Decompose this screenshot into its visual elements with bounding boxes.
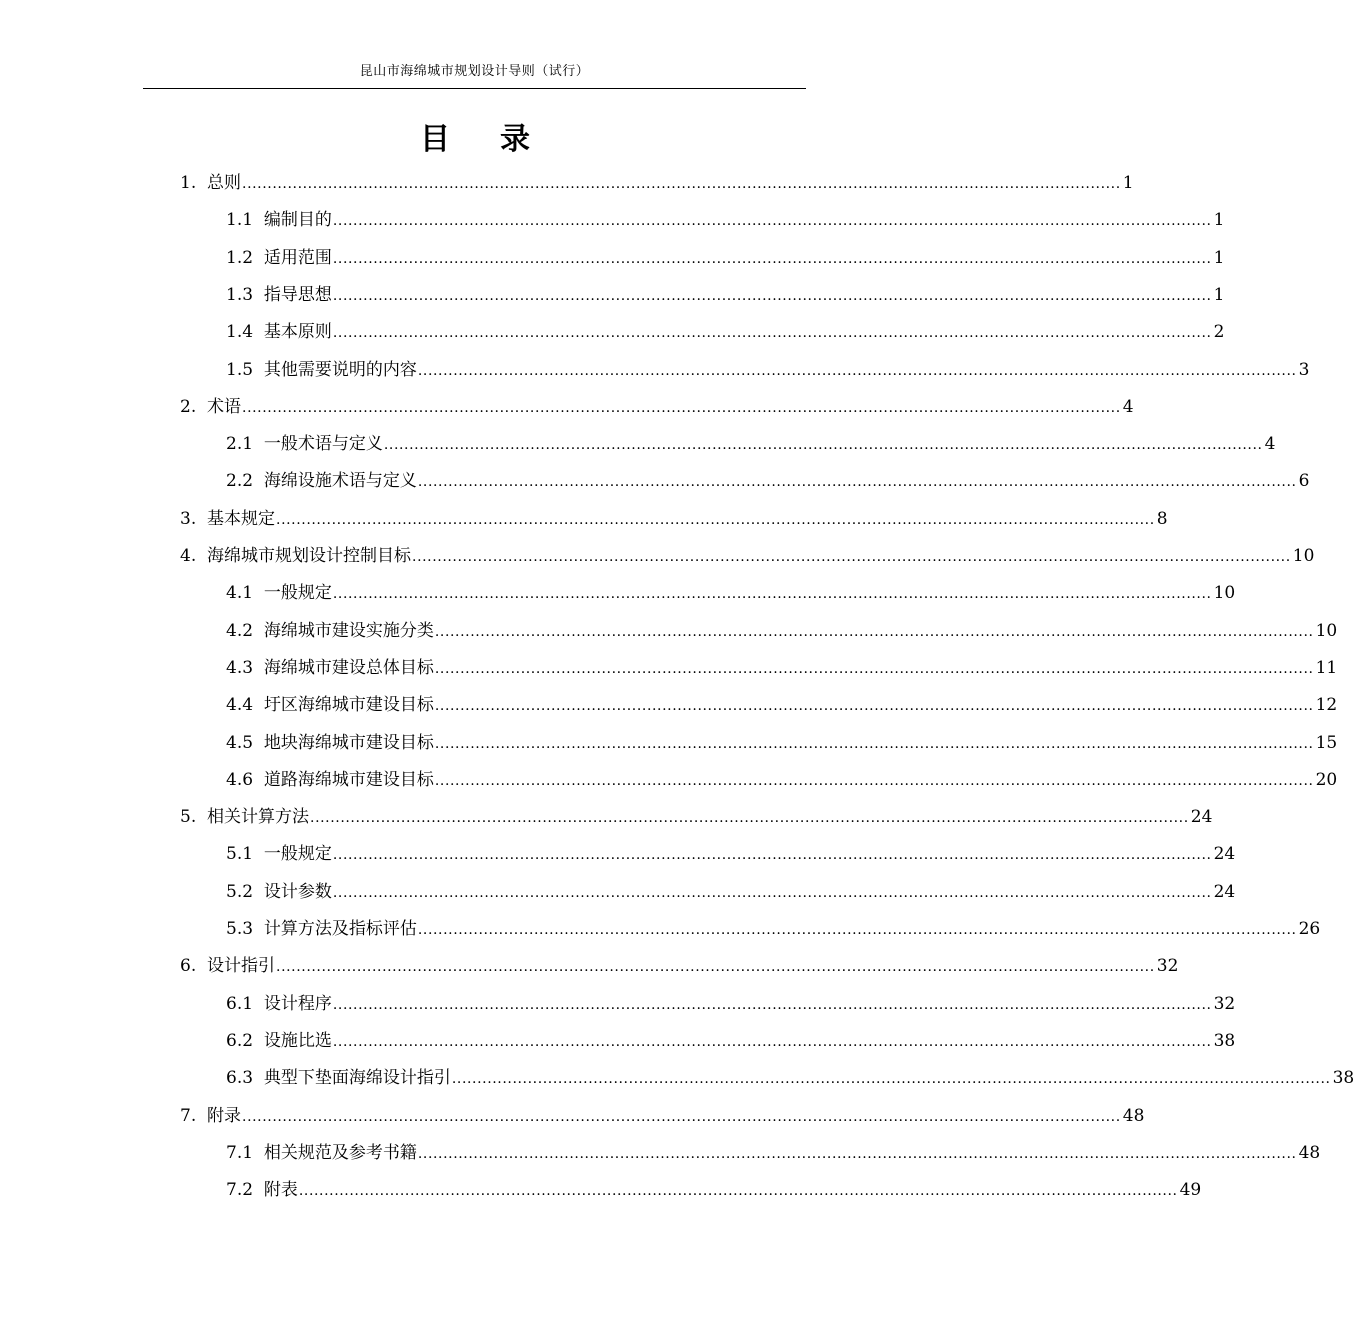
toc-entry-number: 1. bbox=[180, 173, 208, 193]
toc-dot-leader: .............................................................................................................................................................................. bbox=[383, 437, 1263, 454]
toc-page-number: 11 bbox=[1315, 657, 1338, 678]
toc-entry-label: 指导思想 bbox=[263, 284, 332, 305]
toc-entry-number: 2.1 bbox=[226, 434, 264, 455]
toc-section-entry[interactable] bbox=[226, 613, 1338, 650]
toc-chapter-entry[interactable] bbox=[180, 538, 1315, 575]
toc-dot-leader: .............................................................................................................................................................................. bbox=[417, 922, 1297, 938]
toc-entry-label: 编制目的 bbox=[263, 210, 332, 231]
toc-dot-leader: .............................................................................................................................................................................. bbox=[434, 623, 1314, 640]
toc-section-entry[interactable] bbox=[226, 762, 1338, 799]
toc-section-entry[interactable] bbox=[226, 650, 1338, 687]
toc-page-number: 3 bbox=[1298, 359, 1310, 380]
toc-dot-leader: .............................................................................................................................................................................. bbox=[417, 1145, 1297, 1162]
toc-entry-number: 4.3 bbox=[226, 657, 264, 678]
toc-entry-label: 设计指引 bbox=[207, 956, 276, 977]
toc-entry-label: 典型下垫面海绵设计指引 bbox=[263, 1068, 451, 1089]
toc-dot-leader: .............................................................................................................................................................................. bbox=[276, 511, 1155, 528]
toc-dot-leader: .............................................................................................................................................................................. bbox=[276, 959, 1155, 976]
toc-page-number: 1 bbox=[1213, 247, 1225, 268]
toc-section-entry[interactable] bbox=[226, 277, 1225, 314]
toc-entry-label: 其他需要说明的内容 bbox=[263, 359, 417, 380]
toc-dot-leader: .............................................................................................................................................................................. bbox=[434, 772, 1314, 789]
toc-entry-number: 7.1 bbox=[226, 1142, 264, 1163]
toc-dot-leader: .............................................................................................................................................................................. bbox=[332, 996, 1212, 1013]
toc-section-entry[interactable] bbox=[226, 911, 1321, 948]
toc-section-entry[interactable] bbox=[226, 202, 1225, 239]
toc-section-entry[interactable] bbox=[226, 725, 1338, 762]
toc-dot-leader: .............................................................................................................................................................................. bbox=[451, 1071, 1331, 1088]
toc-entry-number: 1.1 bbox=[226, 210, 264, 231]
toc-dot-leader: .............................................................................................................................................................................. bbox=[417, 474, 1297, 491]
toc-dot-leader: .............................................................................................................................................................................. bbox=[332, 287, 1212, 304]
toc-page-number: 1 bbox=[1122, 173, 1134, 193]
toc-page-number: 1 bbox=[1213, 210, 1225, 231]
toc-section-entry[interactable] bbox=[226, 687, 1338, 724]
toc-page-number: 24 bbox=[1190, 807, 1213, 828]
header-divider bbox=[143, 88, 806, 89]
toc-section-entry[interactable] bbox=[226, 240, 1225, 277]
toc-page-number: 4 bbox=[1122, 396, 1134, 417]
toc-entry-number: 5. bbox=[180, 807, 208, 828]
toc-entry-number: 7. bbox=[180, 1105, 208, 1126]
toc-entry-label: 设施比选 bbox=[263, 1030, 332, 1051]
toc-page-number: 8 bbox=[1156, 508, 1168, 529]
toc-page-number: 1 bbox=[1213, 284, 1225, 305]
toc-section-entry[interactable] bbox=[226, 986, 1236, 1023]
toc-page-number: 38 bbox=[1332, 1068, 1354, 1089]
toc-entry-label: 相关计算方法 bbox=[207, 807, 310, 828]
toc-dot-leader: .............................................................................................................................................................................. bbox=[417, 362, 1297, 379]
toc-entry-number: 4.4 bbox=[226, 695, 264, 716]
toc-page-number: 2 bbox=[1213, 322, 1225, 343]
toc-entry-number: 1.2 bbox=[226, 247, 264, 268]
running-header: 昆山市海绵城市规划设计导则（试行） bbox=[359, 64, 590, 79]
toc-entry-label: 海绵城市建设总体目标 bbox=[263, 657, 434, 678]
toc-dot-leader: .............................................................................................................................................................................. bbox=[332, 847, 1212, 864]
toc-dot-leader: .............................................................................................................................................................................. bbox=[332, 250, 1212, 267]
toc-chapter-entry[interactable] bbox=[180, 501, 1168, 538]
toc-entry-number: 4.1 bbox=[226, 583, 264, 604]
toc-section-entry[interactable] bbox=[226, 314, 1225, 351]
toc-chapter-entry[interactable] bbox=[180, 948, 1179, 985]
toc-entry-number: 1.5 bbox=[226, 359, 264, 380]
toc-page-number: 24 bbox=[1213, 881, 1236, 902]
toc-section-entry[interactable] bbox=[226, 352, 1310, 389]
toc-entry-number: 1.4 bbox=[226, 322, 264, 343]
toc-entry-number: 2.2 bbox=[226, 471, 264, 492]
toc-entry-number: 3. bbox=[180, 508, 208, 529]
toc-dot-leader: .............................................................................................................................................................................. bbox=[332, 325, 1212, 342]
toc-entry-label: 计算方法及指标评估 bbox=[263, 919, 417, 939]
toc-entry-label: 圩区海绵城市建设目标 bbox=[263, 695, 434, 716]
toc-page-number: 32 bbox=[1213, 993, 1236, 1014]
toc-entry-number: 5.3 bbox=[226, 919, 264, 939]
toc-section-entry[interactable] bbox=[226, 426, 1276, 463]
toc-page-number: 4 bbox=[1264, 434, 1276, 455]
toc-entry-number: 6. bbox=[180, 956, 208, 977]
toc-entry-label: 基本规定 bbox=[207, 508, 276, 529]
toc-entry-label: 基本原则 bbox=[263, 322, 332, 343]
toc-section-entry[interactable] bbox=[226, 836, 1236, 873]
toc-entry-label: 一般规定 bbox=[263, 844, 332, 865]
toc-dot-leader: .............................................................................................................................................................................. bbox=[298, 1183, 1178, 1200]
toc-chapter-entry[interactable] bbox=[180, 389, 1134, 426]
toc-dot-leader: .............................................................................................................................................................................. bbox=[332, 213, 1212, 230]
toc-page-number: 26 bbox=[1298, 919, 1321, 939]
toc-entry-number: 7.2 bbox=[226, 1180, 264, 1201]
toc-page-number: 49 bbox=[1179, 1180, 1202, 1201]
toc-dot-leader: .............................................................................................................................................................................. bbox=[434, 698, 1314, 715]
toc-title: 目录 bbox=[420, 122, 580, 157]
toc-entry-label: 海绵设施术语与定义 bbox=[263, 471, 417, 492]
toc-entry-number: 4.2 bbox=[226, 620, 264, 641]
toc-dot-leader: .............................................................................................................................................................................. bbox=[332, 586, 1212, 603]
toc-entry-label: 总则 bbox=[207, 173, 242, 193]
toc-entry-label: 设计参数 bbox=[263, 881, 332, 902]
toc-chapter-entry[interactable] bbox=[180, 799, 1213, 836]
toc-page-number: 24 bbox=[1213, 844, 1236, 865]
toc-entry-label: 设计程序 bbox=[263, 993, 332, 1014]
toc-section-entry[interactable] bbox=[226, 1060, 1354, 1097]
toc-entry-label: 适用范围 bbox=[263, 247, 332, 268]
toc-chapter-entry[interactable] bbox=[180, 165, 1134, 202]
toc-dot-leader: .............................................................................................................................................................................. bbox=[242, 1108, 1121, 1125]
toc-entry-number: 5.2 bbox=[226, 881, 264, 902]
toc-section-entry[interactable] bbox=[226, 463, 1310, 500]
toc-entry-number: 6.1 bbox=[226, 993, 264, 1014]
toc-page-number: 10 bbox=[1213, 583, 1236, 604]
toc-page-number: 20 bbox=[1315, 769, 1338, 790]
toc-entry-number: 2. bbox=[180, 396, 208, 417]
toc-chapter-entry[interactable] bbox=[180, 1098, 1145, 1135]
toc-entry-number: 6.3 bbox=[226, 1068, 264, 1089]
toc-dot-leader: .............................................................................................................................................................................. bbox=[310, 810, 1189, 827]
toc-entry-label: 一般规定 bbox=[263, 583, 332, 604]
toc-entry-label: 海绵城市规划设计控制目标 bbox=[207, 546, 412, 566]
toc-entry-number: 1.3 bbox=[226, 284, 264, 305]
toc-dot-leader: .............................................................................................................................................................................. bbox=[242, 176, 1121, 192]
toc-dot-leader: .............................................................................................................................................................................. bbox=[332, 1033, 1212, 1050]
toc-dot-leader: .............................................................................................................................................................................. bbox=[242, 399, 1121, 416]
toc-dot-leader: .............................................................................................................................................................................. bbox=[332, 884, 1212, 901]
toc-section-entry[interactable] bbox=[226, 1023, 1236, 1060]
toc-page-number: 48 bbox=[1122, 1105, 1145, 1126]
toc-page-number: 6 bbox=[1298, 471, 1310, 492]
toc-entry-label: 地块海绵城市建设目标 bbox=[263, 732, 434, 753]
toc-section-entry[interactable] bbox=[226, 1135, 1321, 1172]
toc-entry-label: 附表 bbox=[263, 1180, 298, 1201]
toc-section-entry[interactable] bbox=[226, 874, 1236, 911]
toc-page-number: 10 bbox=[1315, 620, 1338, 641]
toc-page-number: 12 bbox=[1315, 695, 1338, 716]
toc-entry-label: 附录 bbox=[207, 1105, 242, 1126]
toc-entry-number: 4. bbox=[180, 546, 208, 566]
toc-page-number: 32 bbox=[1156, 956, 1179, 977]
toc-dot-leader: .............................................................................................................................................................................. bbox=[434, 660, 1314, 677]
toc-entry-label: 一般术语与定义 bbox=[263, 434, 383, 455]
toc-page-number: 15 bbox=[1315, 732, 1338, 753]
toc-entry-label: 术语 bbox=[207, 396, 242, 417]
toc-entry-number: 4.6 bbox=[226, 769, 264, 790]
toc-page-number: 38 bbox=[1213, 1030, 1236, 1051]
toc-section-entry[interactable] bbox=[226, 575, 1236, 612]
toc-section-entry[interactable] bbox=[226, 1172, 1202, 1209]
toc-entry-number: 5.1 bbox=[226, 844, 264, 865]
toc-entry-label: 道路海绵城市建设目标 bbox=[263, 769, 434, 790]
toc-entry-number: 4.5 bbox=[226, 732, 264, 753]
toc-entry-label: 海绵城市建设实施分类 bbox=[263, 620, 434, 641]
toc-dot-leader: .............................................................................................................................................................................. bbox=[434, 735, 1314, 752]
toc-entry-label: 相关规范及参考书籍 bbox=[263, 1142, 417, 1163]
toc-dot-leader: .............................................................................................................................................................................. bbox=[412, 549, 1291, 565]
toc-entry-number: 6.2 bbox=[226, 1030, 264, 1051]
toc-page-number: 10 bbox=[1292, 546, 1315, 566]
toc-page-number: 48 bbox=[1298, 1142, 1321, 1163]
